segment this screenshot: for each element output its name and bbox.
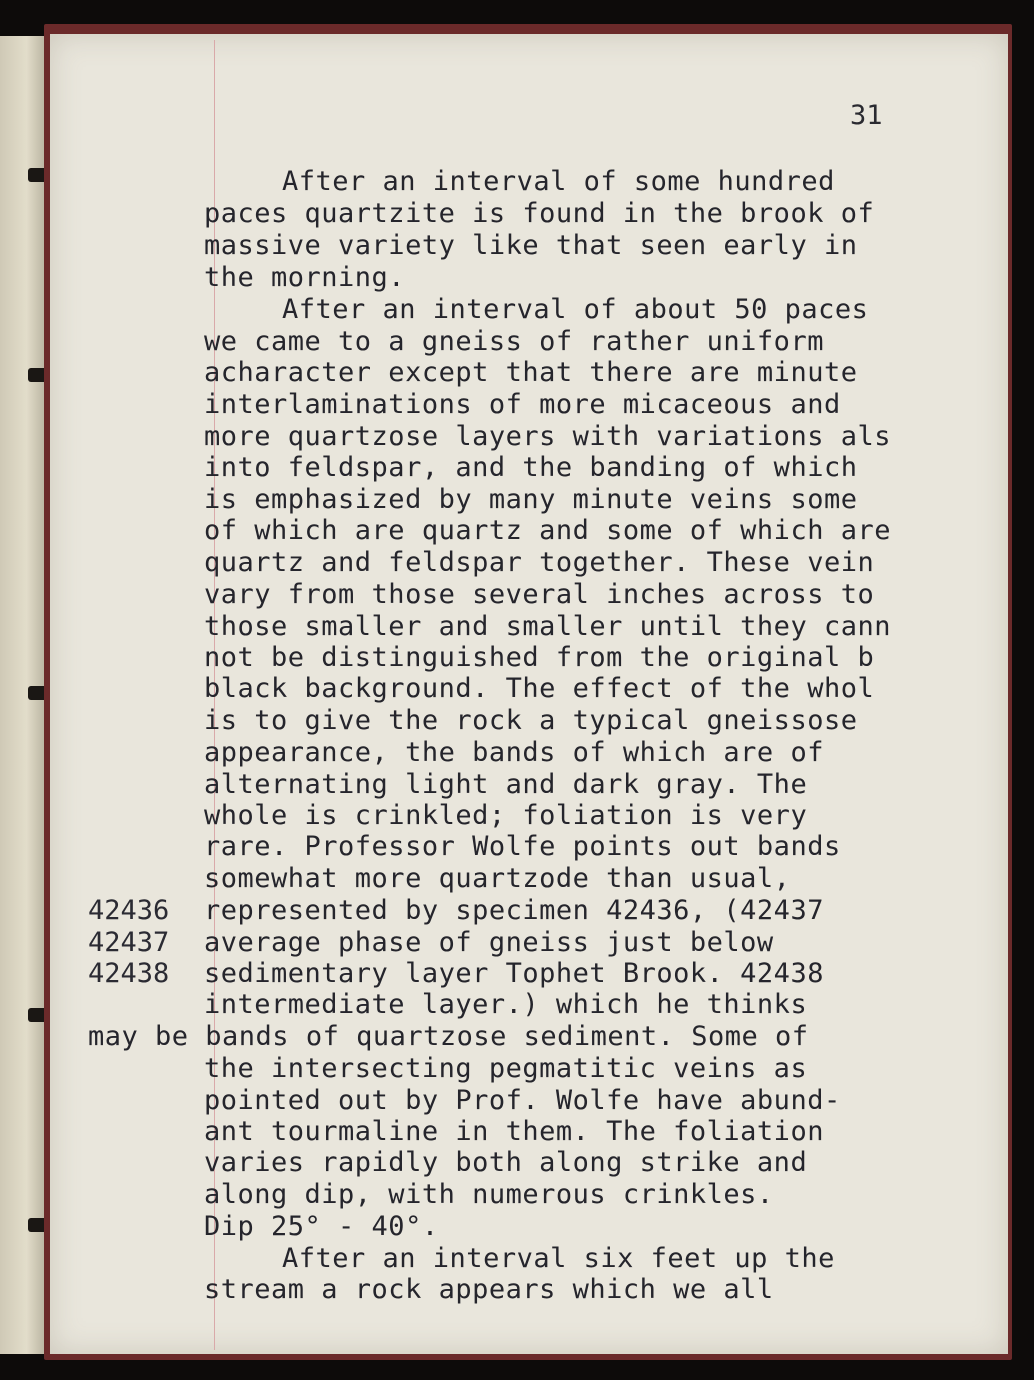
text-line: Dip 25° - 40°. [204, 1211, 439, 1242]
text-line: into feldspar, and the banding of which [204, 452, 858, 483]
specimen-number: 42436 [88, 895, 170, 926]
text-line: may be bands of quartzose sediment. Some of [88, 1021, 809, 1052]
text-line: stream a rock appears which we all [204, 1274, 774, 1305]
text-line: is to give the rock a typical gneissose [204, 705, 858, 736]
text-line: vary from those several inches across to [204, 579, 875, 610]
text-line: somewhat more quartzode than usual, [204, 863, 791, 894]
text-line: After an interval of about 50 paces [282, 294, 869, 325]
text-line: After an interval six feet up the [282, 1243, 835, 1274]
text-line: paces quartzite is found in the brook of [204, 198, 875, 229]
text-line: appearance, the bands of which are of [204, 737, 824, 768]
text-line: pointed out by Prof. Wolfe have abund- [204, 1085, 841, 1116]
text-line: interlaminations of more micaceous and [204, 389, 841, 420]
text-line: represented by specimen 42436, (42437 [204, 895, 824, 926]
text-line: rare. Professor Wolfe points out bands [204, 831, 841, 862]
text-line: black background. The effect of the whol [204, 673, 875, 704]
text-line: alternating light and dark gray. The [204, 769, 808, 800]
text-line: After an interval of some hundred [282, 166, 835, 197]
text-line: whole is crinkled; foliation is very [204, 800, 808, 831]
specimen-number: 42437 [88, 927, 170, 958]
text-line: quartz and feldspar together. These vein [204, 547, 875, 578]
text-line: along dip, with numerous crinkles. [204, 1179, 774, 1210]
text-line: acharacter except that there are minute [204, 357, 858, 388]
text-line: intermediate layer.) which he thinks [204, 989, 808, 1020]
text-line: sedimentary layer Tophet Brook. 42438 [204, 958, 824, 989]
text-line: is emphasized by many minute veins some [204, 484, 858, 515]
text-line: those smaller and smaller until they cann [204, 611, 891, 642]
text-line: the morning. [204, 262, 406, 293]
text-line: massive variety like that seen early in [204, 230, 858, 261]
text-line: average phase of gneiss just below [204, 927, 774, 958]
text-line: the intersecting pegmatitic veins as [204, 1053, 808, 1084]
page-number: 31 [850, 100, 883, 131]
text-line: more quartzose layers with variations als [204, 421, 891, 452]
text-line: ant tourmaline in them. The foliation [204, 1116, 824, 1147]
text-line: we came to a gneiss of rather uniform [204, 326, 824, 357]
text-line: not be distinguished from the original b [204, 642, 875, 673]
text-line: of which are quartz and some of which are [204, 515, 891, 546]
text-line: varies rapidly both along strike and [204, 1147, 808, 1178]
specimen-number: 42438 [88, 958, 170, 989]
